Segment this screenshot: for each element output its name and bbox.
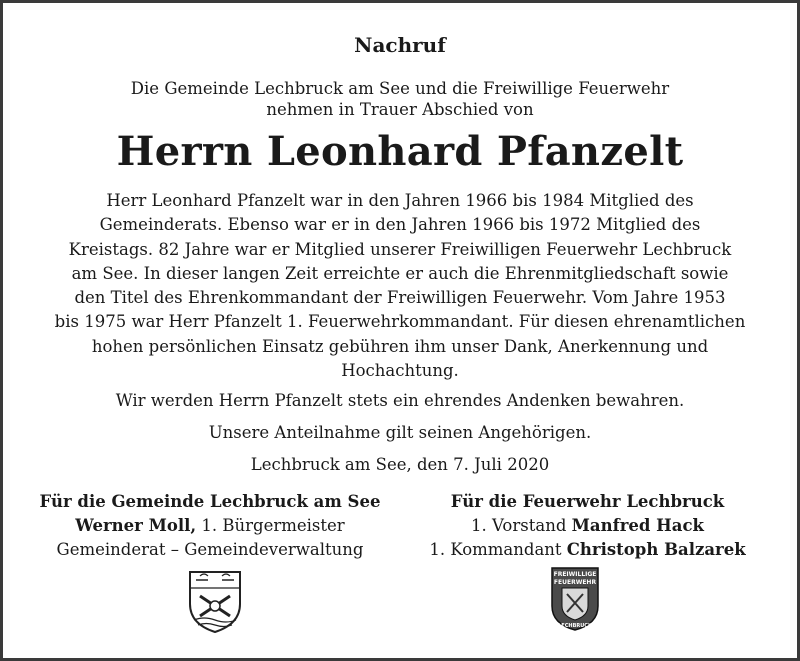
body-line: Hochachtung.: [341, 361, 459, 381]
obituary-body: [40, 189, 760, 383]
deceased-name: Herrn Leonhard Pfanzelt: [116, 128, 684, 175]
signature-fire-brigade: [400, 490, 775, 562]
emblem-text-bottom: LECHBRUCK: [558, 623, 592, 629]
signature-org: Für die Feuerwehr Lechbruck: [450, 492, 725, 511]
body-line: hohen persönlichen Einsatz gebühren ihm unser Dank, Anerkennung und: [91, 336, 709, 356]
condolence-line: Unsere Anteilnahme gilt seinen Angehörigen.: [208, 423, 592, 442]
signature-commander-name: Christoph Balzarek: [566, 540, 746, 559]
remembrance-line: Wir werden Herrn Pfanzelt stets ein ehrendes Andenken bewahren.: [115, 391, 685, 410]
signature-chair: [400, 514, 775, 538]
notice-heading: Nachruf: [354, 33, 446, 57]
emblem-text-top1: FREIWILLIGE: [553, 571, 597, 578]
place-date-line: Lechbruck am See, den 7. Juli 2020: [250, 455, 550, 474]
signature-person-role: 1. Bürgermeister: [196, 516, 345, 535]
body-line: bis 1975 war Herr Pfanzelt 1. Feuerwehrkommandant. Für diesen ehrenamtlichen: [54, 312, 746, 332]
intro-line: nehmen in Trauer Abschied von: [266, 100, 534, 119]
signature-person: [20, 514, 400, 538]
body-line: Kreistags. 82 Jahre war er Mitglied unserer Freiwilligen Feuerwehr Lechbruck: [68, 239, 732, 259]
signature-chair-role: 1. Vorstand: [471, 516, 572, 535]
signature-commander: [400, 538, 775, 562]
signature-person-name: Werner Moll,: [75, 516, 197, 535]
signature-chair-name: Manfred Hack: [571, 516, 704, 535]
municipal-coat-of-arms-icon: [186, 566, 244, 634]
intro-text: [0, 78, 800, 120]
signature-commander-role: 1. Kommandant: [429, 540, 567, 559]
signature-org: Für die Gemeinde Lechbruck am See: [39, 492, 381, 511]
body-line: am See. In dieser langen Zeit erreichte er auch die Ehrenmitgliedschaft sowie: [71, 263, 729, 283]
body-line: Herr Leonhard Pfanzelt war in den Jahren 1966 bis 1984 Mitglied des: [106, 191, 694, 210]
body-line: Gemeinderats. Ebenso war er in den Jahren 1966 bis 1972 Mitglied des: [99, 215, 701, 235]
emblem-text-top2: FEUERWEHR: [553, 579, 597, 586]
signature-department: Gemeinderat – Gemeindeverwaltung: [56, 540, 364, 559]
fire-brigade-emblem-icon: [550, 566, 600, 632]
intro-line: Die Gemeinde Lechbruck am See und die Freiwillige Feuerwehr: [130, 79, 670, 98]
body-line: den Titel des Ehrenkommandant der Freiwilligen Feuerwehr. Vom Jahre 1953: [74, 288, 726, 308]
signature-municipality: [20, 490, 400, 562]
